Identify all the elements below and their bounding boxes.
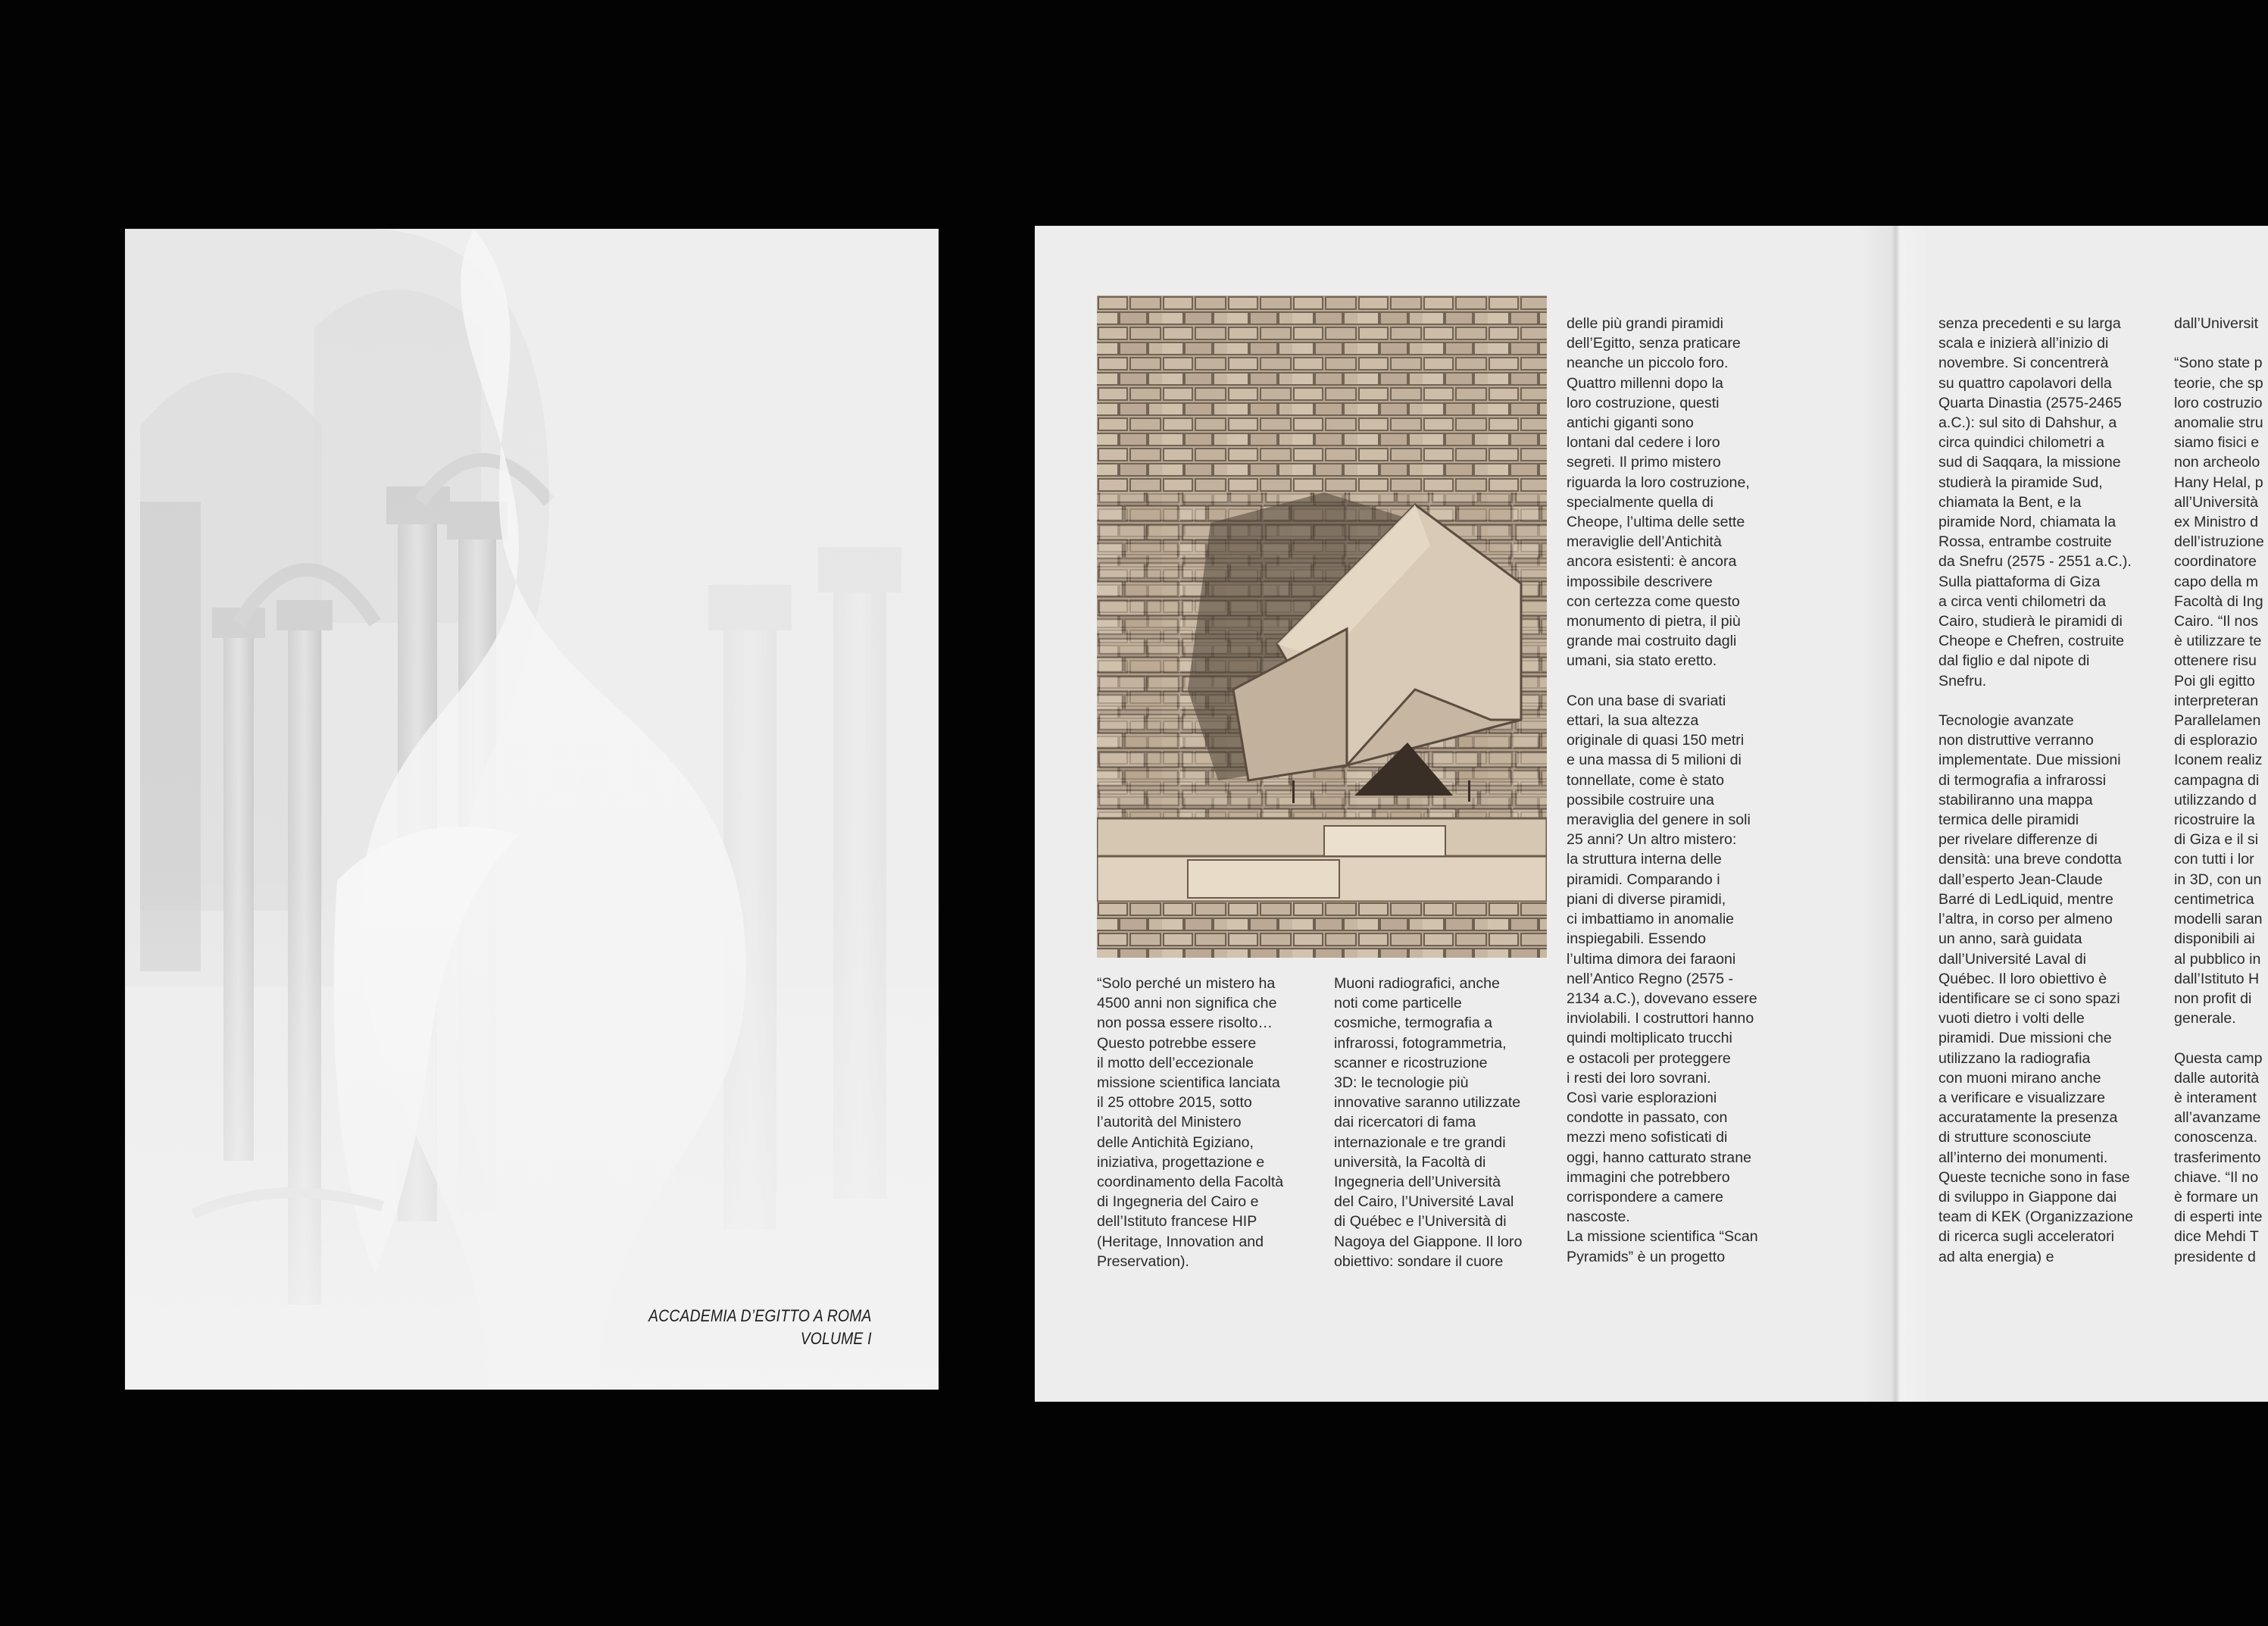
article-column-3: delle più grandi piramidi dell’Egitto, senza praticare neanche un piccolo foro. Quattro millenni dopo la loro costruzione, questi antichi giganti sono lontani dal cedere i loro segreti. Il primo mistero riguarda la loro costruzione, specialmente quella di Cheope, l’ultima delle sette meraviglie dell’Antichità ancora esistenti: è ancora impossibile descrivere con certezza come questo monumento di pietra, il più grande mai costruito dagli umani, sia stato eretto. Con una base di svariati ettari, la sua altezza originale di quasi 150 metri e una massa di 5 milioni di tonnellate, come è stato possibile costruire una meraviglia del genere in soli 25 anni? Un altro mistero: la struttura interna delle piramidi. Comparando i piani di diverse piramidi, ci imbattiamo in anomalie inspiegabili. Essendo l’ultima dimora dei faraoni nell’Antico Regno (2575 - 2134 a.C.), dovevano essere inviolabili. I costruttori hanno quindi moltiplicato trucchi e ostacoli per proteggere i resti dei loro sovrani. Così varie esplorazioni condotte in passato, con mezzi meno sofisticati di oggi, hanno catturato strane immagini che potrebbero corrispondere a camere nascoste. La missione scientifica “Scan Pyramids” è un progetto [1567, 315, 1758, 1265]
pyramid-stone-illustration [1097, 295, 1547, 958]
magazine-spread [1035, 226, 2268, 1402]
article-column-2: Muoni radiografici, anche noti come particelle cosmiche, termografia a infrarossi, fotogrammetria, scanner e ricostruzione 3D: le tecnologie più innovative saranno utilizzate dai ricercatori di fama internazionale e tre grandi università, la Facoltà di Ingegneria dell’Università del Cairo, l’Université Laval di Québec e l’Università di Nagoya del Giappone. Il loro obiettivo: sondare il cuore [1334, 975, 1523, 1270]
pyramid-stone-photo [1097, 295, 1547, 958]
spine-fold [1860, 226, 1929, 1402]
magazine-cover [125, 229, 939, 1390]
cover-caption-publisher: ACCADEMIA D’EGITTO A ROMA [648, 1306, 872, 1325]
cover-caption-volume: VOLUME I [801, 1329, 872, 1348]
article-column-4: senza precedenti e su larga scala e inizierà all’inizio di novembre. Si concentrerà su quattro capolavori della Quarta Dinastia (2575-2465 a.C.): sul sito di Dahshur, a circa quindici chilometri a sud di Saqqara, la missione studierà la piramide Sud, chiamata la Bent, e la piramide Nord, chiamata la Rossa, entrambe costruite da Snefru (2575 - 2551 a.C.). Sulla piattaforma di Giza a circa venti chilometri da Cairo, studierà le piramidi di Cheope e Chefren, costruite dal figlio e dal nipote di Snefru. Tecnologie avanzate non distruttive verranno implementate. Due missioni di termografia a infrarossi stabiliranno una mappa termica delle piramidi per rivelare differenze di densità: una breve condotta dall’esperto Jean-Claude Barré di LedLiquid, mentre l’altra, in corso per almeno un anno, sarà guidata dall’Université Laval di Québec. Il loro obiettivo è identificare se ci sono spazi vuoti dietro i volti delle piramidi. Due missioni che utilizzano la radiografia con muoni mirano anche a verificare e visualizzare accuratamente la presenza di strutture sconosciute all’interno dei monumenti. Queste tecniche sono in fase di sviluppo in Giappone dai team di KEK (Organizzazione di ricerca sugli acceleratori ad alta energia) e [1938, 315, 2134, 1265]
cloister-photo-background [125, 229, 939, 1390]
article-column-5-cropped: dall’Universit “Sono state p teorie, che sp loro costruzio anomalie stru siamo fisici e non archeolo Hany Helal, p all’Università ex Ministro d dell’istruzione coordinatore capo della m Facoltà di Ing Cairo. “Il nos è utilizzare te ottenere risu Poi gli egitto interpreteran Parallelamen di esplorazio Iconem realiz campagna di utilizzando d ricostruire la di Giza e il si con tutti i lor in 3D, con un centimetrica modelli saran disponibili ai al pubblico in dall’Istituto H non profit di generale. Questa camp dalle autorità è interament all’avanzame conoscenza. trasferimento chiave. “Il no è formare un di esperti inte dice Mehdi T presidente d [2174, 315, 2264, 1265]
article-column-1: “Solo perché un mistero ha 4500 anni non significa che non possa essere risolto… Questo potrebbe essere il motto dell’eccezionale missione scientifica lanciata il 25 ottobre 2015, sotto l’autorità del Ministero delle Antichità Egiziano, iniziativa, progettazione e coordinamento della Facoltà di Ingegneria del Cairo e dell’Istituto francese HIP (Heritage, Innovation and Preservation). [1097, 975, 1284, 1270]
cover-caption [649, 1305, 872, 1350]
